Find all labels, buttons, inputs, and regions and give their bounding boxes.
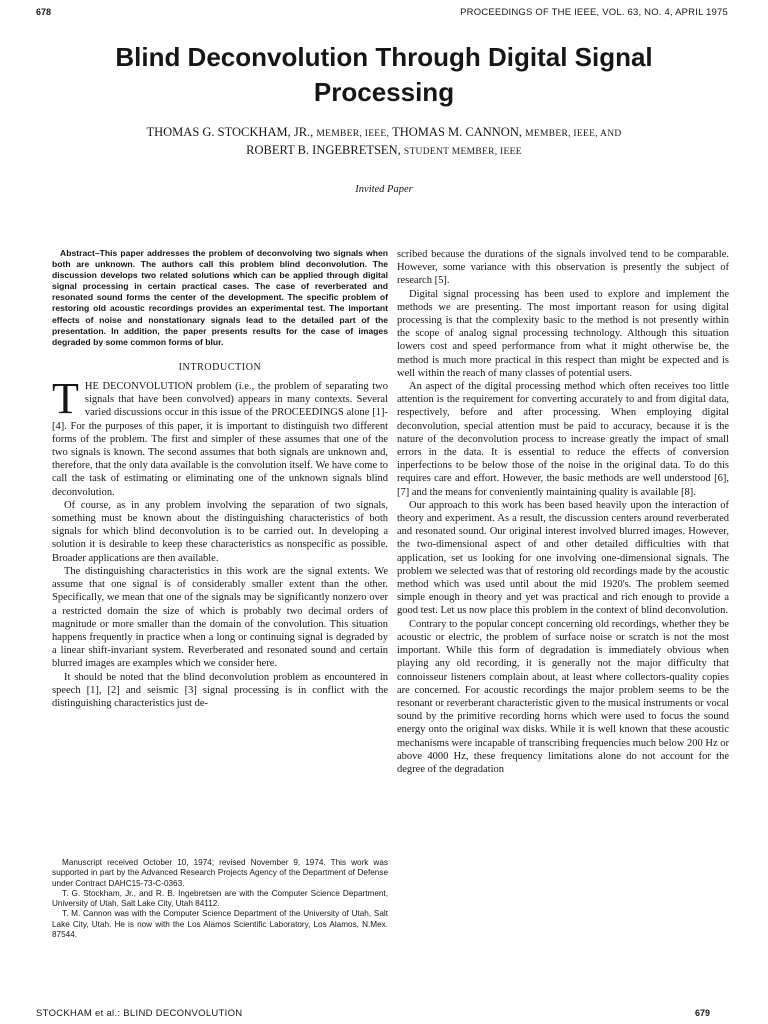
author-name: THOMAS G. STOCKHAM, JR., [146, 125, 314, 139]
body-paragraph: scribed because the durations of the signals involved tend to be comparable. However, some variance with this observation is presently the subject of research [5]. [397, 249, 729, 287]
author-affiliation: MEMBER, IEEE, [316, 129, 390, 139]
author-block [70, 124, 698, 160]
footnotes [52, 858, 388, 940]
body-paragraph [52, 374, 388, 499]
left-column [52, 248, 388, 710]
footnote: T. G. Stockham, Jr., and R. B. Ingebretsen are with the Computer Science Department, University of Utah, Salt Lake City, Utah 84112. [52, 888, 388, 909]
body-paragraph: Our approach to this work has been based heavily upon the interaction of theory and experiment. As a result, the discussion centers around reverberated and resonated sound. Our original interest involved blurred images. However, the two-dimensional aspect of and other detailed difficulties with that application, set us looking for one involving one-dimensional signals. The problem we selected was that of restoring old recordings made by the acoustic method which was used until about the mid 1920's. The problem seemed simple enough in theory and yet was practical and rich enough to provide a good test. Let us now place this problem in the context of blind deconvolution. [397, 499, 729, 617]
journal-running-head: PROCEEDINGS OF THE IEEE, VOL. 63, NO. 4, APRIL 1975 [460, 7, 728, 18]
page-number-bottom: 679 [694, 1008, 710, 1018]
body-paragraph: Digital signal processing has been used to explore and implement the methods we are presenting. The most important reason for using digital processing is that the complexity basic to the method is not presently within the scope of analog signal processing technology. Although this situation lowers cost and speed performance from what it might otherwise be, the method is much more practical in this respect than might be expected and is well within the reach of many classes of potential users. [397, 288, 729, 379]
right-column [397, 248, 729, 776]
paper-title: Blind Deconvolution Through Digital Signal Processing [115, 42, 653, 107]
body-paragraph: Of course, as in any problem involving the separation of two signals, something must be known about the distinguishing characteristics of both signals for which blind deconvolution is to be carried out. In developing a solution it is desirable to keep these characteristics as nonspecific as possible. Broader applications are then available. [52, 499, 388, 564]
drop-cap: T [52, 374, 79, 424]
body-paragraph: It should be noted that the blind deconvolution problem as encountered in speech [1], [2] and seismic [3] signal processing is in conflict with the distinguishing characteristics just de- [52, 671, 388, 709]
author-name: ROBERT B. INGEBRETSEN, [246, 143, 401, 157]
abstract: Abstract–This paper addresses the problem of deconvolving two signals when both are unknown. The authors call this problem blind deconvolution. The discussion develops two related solutions which can be applied through digital signal processing in certain practical cases. The case of reverberated and resonated sound forms the center of the development. The specific problem of restoring old acoustic recordings provides an experimental test. The important effects of noise and nonstationary signals lead to the detailed part of the presentation. In addition, the paper presents results for the case of images degraded by some common forms of blur. [52, 248, 388, 347]
author-affiliation: MEMBER, IEEE, AND [525, 129, 622, 139]
body-paragraph: Contrary to the popular concept concerning old recordings, whether they be acoustic or electric, the problem of surface noise or scratch is not the most important. While this form of degradation is immediately obvious when playing any old recording, it is generally not the major difficulty that connoisseur listeners complain about, at least where collectors-quality copies are concerned. For acoustic recordings the major problem seems to be the resonant or reverberant characteristic given to the musical instruments or vocal sound by the primitive recording horns which were used to focus the sound energy onto the original wax disks. While it is well known that these acoustic mechanisms were incapable of transcribing frequencies much below 200 Hz or above 4000 Hz, these frequency limitations alone do not account for the degree of the degradation [397, 618, 729, 775]
running-foot: STOCKHAM et al.: BLIND DECONVOLUTION [36, 1008, 243, 1019]
author-affiliation: STUDENT MEMBER, IEEE [403, 147, 522, 157]
footnote: T. M. Cannon was with the Computer Science Department of the University of Utah, Salt Lake City, Utah. He is now with the Los Alamos Scientific Laboratory, Los Alamos, N.Mex. 87544. [52, 909, 388, 940]
author-name: THOMAS M. CANNON, [392, 125, 522, 139]
paragraph-text: HE DECONVOLUTION problem (i.e., the problem of separating two signals that have been convolved) appears in many contexts. Several varied discussions occur in this issue of the PROCEEDINGS alone [1]-[4]. For the purposes of this paper, it is important to distinguish two different forms of the problem. The first and simpler of these assumes that one of the two signals is known. The second assumes that both signals are unknown and, therefore, that the only data available is the convolution itself. We have come to call the task of estimating or eliminating one of the unknown signals blind deconvolution. [52, 381, 388, 498]
body-paragraph: The distinguishing characteristics in this work are the signal extents. We assume that one signal is of considerably smaller extent than the other. Specifically, we mean that one of the signals may be significantly nonzero over a restricted domain the size of which is probably two decimal orders of magnitude or more smaller than the domain of the convolution. This situation happens frequently in practice when a long or continuing signal is degraded by a linear shift-invariant system. Reverberated and resonated sound and certain blurred images are examples which we consider here. [52, 565, 388, 670]
body-paragraph: An aspect of the digital processing method which often receives too little attention is the requirement for converting accurately to and from digital data, respectively, before and after processing. When employing digital deconvolution, special attention must be paid to accuracy, because it is the nature of the deconvolution process to increase greatly the impact of small errors in the data. It is essential to reduce the effects of conversion inperfections to be below those of the noise in the original data. To do this requires care and effort. However, the basic methods are well understood [6], [7] and the means for conveniently maintaining quality is available [8]. [397, 381, 729, 498]
paper-type: Invited Paper [355, 184, 413, 195]
section-heading-introduction: INTRODUCTION [178, 361, 262, 373]
footnote: Manuscript received October 10, 1974; revised November 9, 1974. This work was supported in part by the Advanced Research Projects Agency of the Department of Defense under Contract DAHC15-73-C-0363. [52, 858, 388, 888]
page-number-top: 678 [36, 7, 52, 17]
